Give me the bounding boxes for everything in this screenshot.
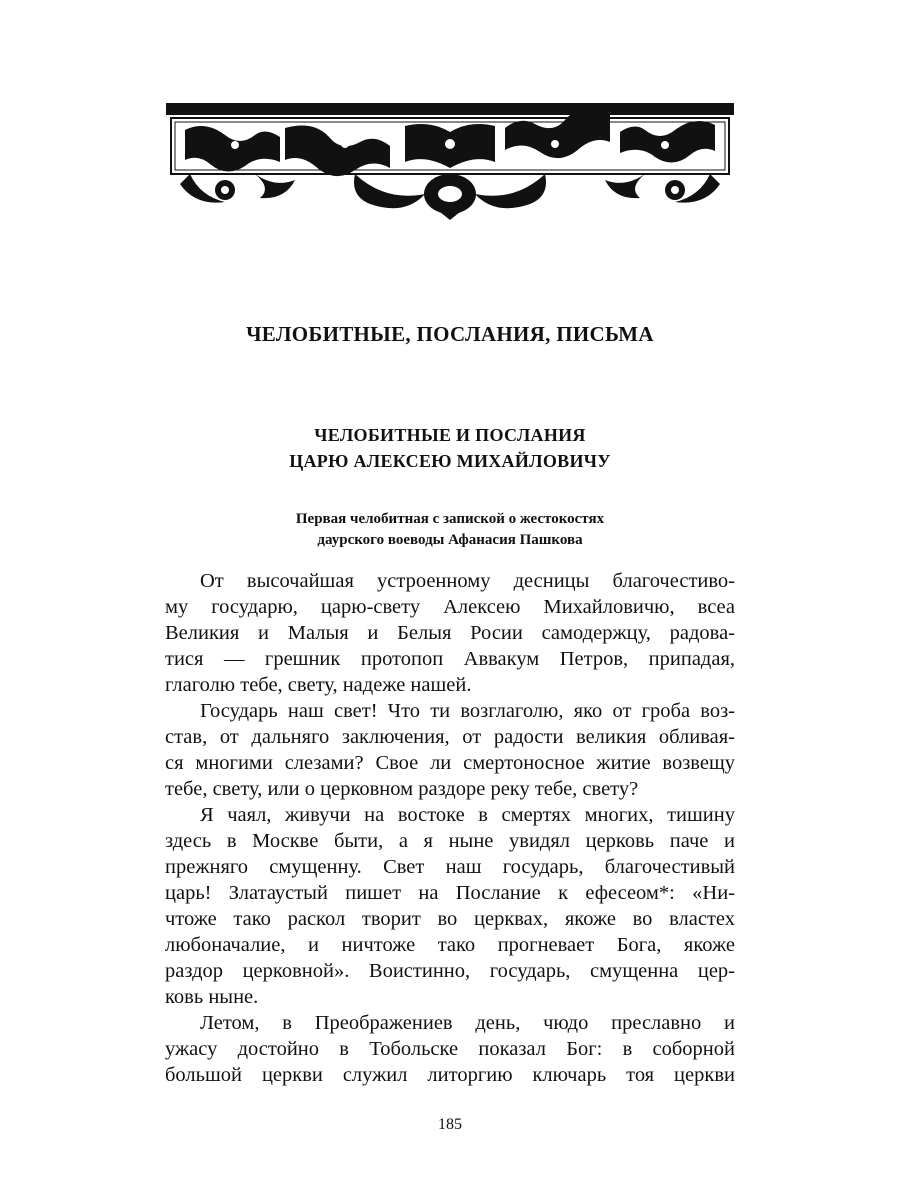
text-line: большой церкви служил литоргию ключарь тоя церкви [165, 1064, 735, 1086]
paragraph [165, 568, 735, 698]
text-line: став, от дальняго заключения, от радости великия обливая- [165, 726, 735, 748]
page-number: 185 [438, 1116, 462, 1133]
text-line: любоначалие, и ничтоже тако прогневает Бога, якоже [165, 934, 735, 956]
text-line: Великия и Малыя и Белыя Росии самодержцу, радова- [165, 622, 735, 644]
text-line: ужасу достойно в Тобольске показал Бог: в соборной [165, 1038, 735, 1060]
chapter-subtitle [0, 422, 900, 474]
decorative-headpiece-ornament [165, 100, 735, 222]
body-text [165, 568, 735, 1088]
text-line: Летом, в Преображениев день, чюдо преславно и [200, 1012, 735, 1034]
paragraph [165, 698, 735, 802]
text-line: тися — грешник протопоп Аввакум Петров, припадая, [165, 648, 735, 670]
paragraph [165, 1010, 735, 1088]
text-line: глаголю тебе, свету, надеже нашей. [165, 674, 472, 696]
text-line: царь! Златаустый пишет на Послание к ефесеом*: «Ни- [165, 882, 735, 904]
text-line: му государю, царю-свету Алексею Михайловичю, всеа [165, 596, 735, 618]
text-line: ковь ныне. [165, 986, 259, 1008]
document-title-line: Первая челобитная с запиской о жестокостях [295, 511, 605, 527]
subtitle-line: ЧЕЛОБИТНЫЕ И ПОСЛАНИЯ [314, 425, 586, 445]
section-title: ЧЕЛОБИТНЫЕ, ПОСЛАНИЯ, ПИСЬМА [246, 322, 654, 346]
paragraph [165, 802, 735, 1010]
text-line: здесь в Москве быти, а я ныне увидял церковь паче и [165, 830, 735, 852]
text-line: раздор церковной». Воистинно, государь, смущенна цер- [165, 960, 735, 982]
text-line: Я чаял, живучи на востоке в смертях многих, тишину [200, 804, 735, 826]
document-title-line: даурского воеводы Афанасия Пашкова [317, 532, 583, 548]
document-title [0, 509, 900, 551]
subtitle-line: ЦАРЮ АЛЕКСЕЮ МИХАЙЛОВИЧУ [289, 451, 611, 471]
text-line: прежняго смущенну. Свет наш государь, благочестивый [165, 856, 735, 878]
text-line: тебе, свету, или о церковном раздоре реку тебе, свету? [165, 778, 639, 800]
text-line: ся многими слезами? Свое ли смертоносное житие возвещу [165, 752, 735, 774]
text-line: От высочайшая устроенному десницы благочестиво- [200, 570, 735, 592]
text-line: Государь наш свет! Что ти возглаголю, яко от гроба воз- [200, 700, 735, 722]
text-line: чтоже тако раскол творит во церквах, якоже во властех [165, 908, 735, 930]
